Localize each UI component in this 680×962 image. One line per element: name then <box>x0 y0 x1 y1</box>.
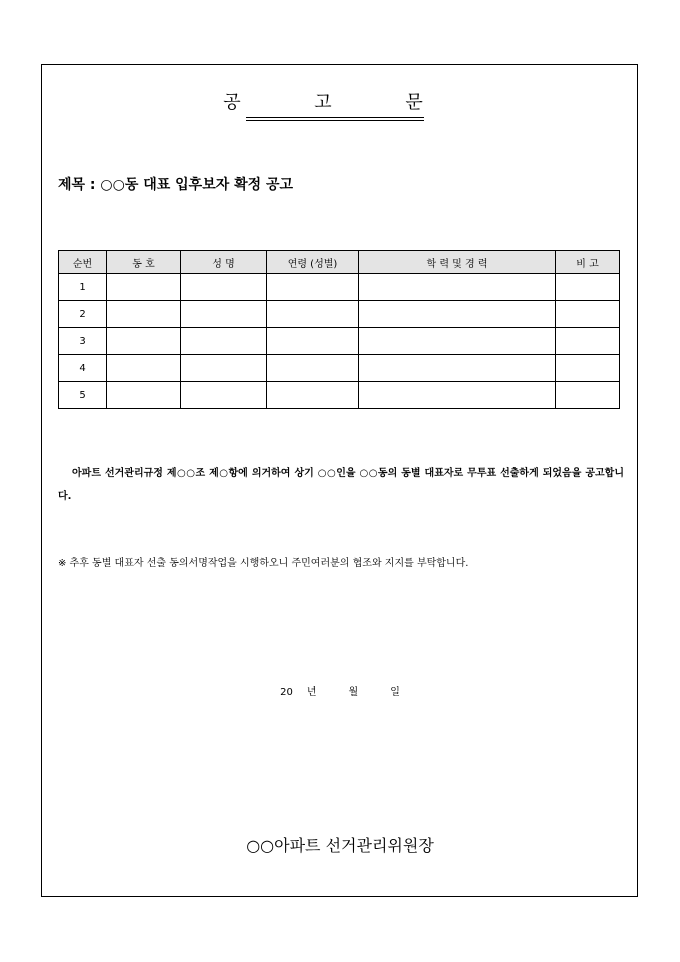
cell-age-gender <box>267 328 359 355</box>
date-year: 20 <box>280 687 293 698</box>
candidate-table <box>58 250 620 409</box>
cell-education-career <box>359 274 556 301</box>
cell-name <box>181 301 267 328</box>
cell-unit <box>107 355 181 382</box>
header-remarks: 비 고 <box>556 251 620 274</box>
date-month-unit: 월 <box>348 687 359 698</box>
title-underline-second <box>246 120 424 121</box>
header-number: 순번 <box>59 251 107 274</box>
cell-age-gender <box>267 382 359 409</box>
cell-unit <box>107 274 181 301</box>
cell-age-gender <box>267 301 359 328</box>
cell-education-career <box>359 301 556 328</box>
cell-number: 4 <box>59 355 107 382</box>
cell-remarks <box>556 355 620 382</box>
cell-unit <box>107 382 181 409</box>
cell-remarks <box>556 382 620 409</box>
cell-number: 3 <box>59 328 107 355</box>
table-header-row <box>59 251 620 274</box>
cell-name <box>181 274 267 301</box>
cell-age-gender <box>267 355 359 382</box>
cell-number: 2 <box>59 301 107 328</box>
cell-number: 5 <box>59 382 107 409</box>
cell-unit <box>107 301 181 328</box>
header-unit: 동 호 <box>107 251 181 274</box>
table-row <box>59 382 620 409</box>
cell-name <box>181 382 267 409</box>
signer-name: ○○아파트 선거관리위원장 <box>246 836 434 855</box>
date-year-unit: 년 <box>306 687 317 698</box>
header-name: 성 명 <box>181 251 267 274</box>
table-row <box>59 301 620 328</box>
cell-remarks <box>556 328 620 355</box>
date-day-unit: 일 <box>390 687 400 698</box>
cell-education-career <box>359 355 556 382</box>
header-education-career: 학 력 및 경 력 <box>359 251 556 274</box>
cell-name <box>181 328 267 355</box>
cell-age-gender <box>267 274 359 301</box>
cell-remarks <box>556 301 620 328</box>
cell-unit <box>107 328 181 355</box>
table-row <box>59 274 620 301</box>
cell-education-career <box>359 382 556 409</box>
table-row <box>59 355 620 382</box>
cell-remarks <box>556 274 620 301</box>
cell-number: 1 <box>59 274 107 301</box>
date-line <box>0 683 680 698</box>
footnote: ※ 추후 동별 대표자 선출 동의서명작업을 시행하오니 주민여러분의 협조와 지지를 부탁합니다. <box>58 558 469 569</box>
cell-name <box>181 355 267 382</box>
header-age-gender: 연령 (성별) <box>267 251 359 274</box>
cell-education-career <box>359 328 556 355</box>
document-title: 공 고 문 <box>223 92 457 113</box>
title-underline <box>246 117 424 118</box>
notice-paragraph: 아파트 선거관리규정 제○○조 제○항에 의거하여 상기 ○○인을 ○○동의 동별 대표자로 무투표 선출하게 되었음을 공고합니다. <box>58 468 624 502</box>
document-subject: 제목 : ○○동 대표 입후보자 확정 공고 <box>58 177 294 193</box>
table-row <box>59 328 620 355</box>
